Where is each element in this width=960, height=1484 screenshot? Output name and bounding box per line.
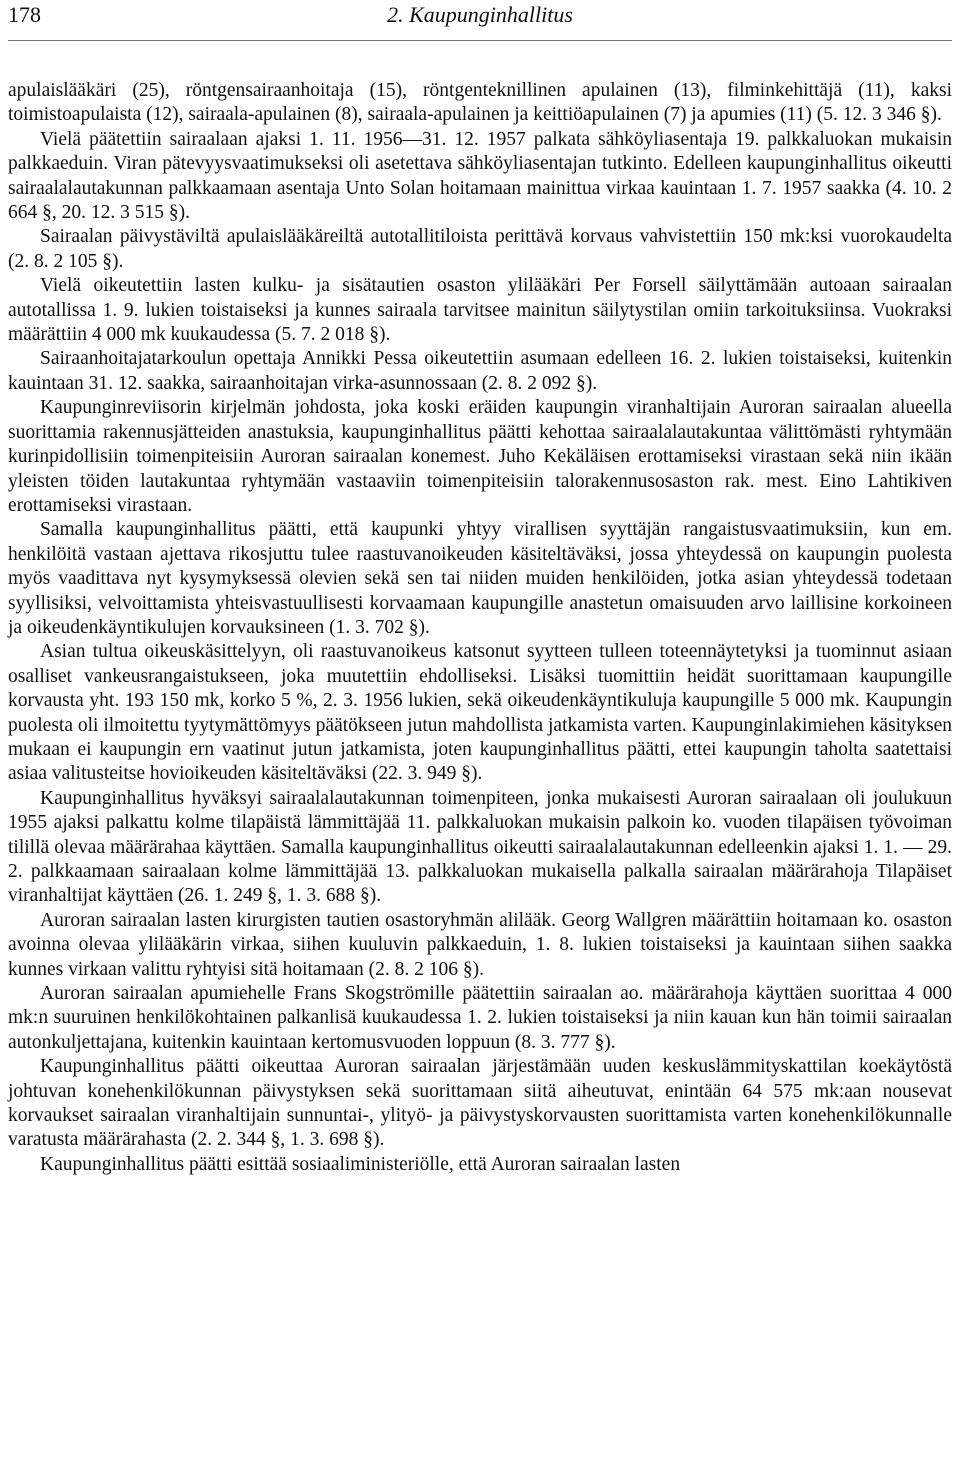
paragraph: Sairaanhoitajatarkoulun opettaja Annikki Pessa oikeutettiin asumaan edelleen 16. 2. lukien toistaiseksi, kuitenkin kauintaan 31. 12. saakka, sairaanhoitajan virka-asunnossaan (2. 8. 2 092 §). bbox=[8, 348, 952, 394]
paragraph: Vielä päätettiin sairaalaan ajaksi 1. 11. 1956—31. 12. 1957 palkata sähköyliasentaja 19. palkkaluokan mukaisin palkkaeduin. Viran pätevyysvaatimukseksi oli asetettava sähköyliasentajan tutkinto. Edelleen kaupunginhallitus oikeutti sairaalalautakunnan palkkaamaan asentaja Unto Solan hoitamaan mainittua virkaa kauintaan 1. 7. 1957 saakka (4. 10. 2 664 §, 20. 12. 3 515 §). bbox=[8, 128, 952, 224]
paragraph: Samalla kaupunginhallitus päätti, että kaupunki yhtyy virallisen syyttäjän rangaistusvaatimuksiin, kun em. henkilöitä vastaan ajettava rikosjuttu tulee raastuvanoikeuden käsiteltäväksi, jossa yhteydessä on kaupungin puolesta myös vaadittava nyt kysymyksessä olevien sekä sen tai niiden muiden henkilöiden, jotka asian yhteydessä todetaan syyllisiksi, velvoittamista yhteisvastuullisesti korvaamaan kaupungille anastetun omaisuuden arvo laillisine korkoineen ja oikeudenkäyntikulujen korvauksineen (1. 3. 702 §). bbox=[8, 519, 952, 638]
paragraph: Asian tultua oikeuskäsittelyyn, oli raastuvanoikeus katsonut syytteen tulleen toteennäytetyksi ja tuominnut asiaan osalliset vankeusrangaistukseen, joka muutettiin ehdolliseksi. Lisäksi tuomittiin heidät suorittamaan kaupungille korvausta yht. 193 150 mk, korko 5 %, 2. 3. 1956 lukien, sekä oikeudenkäyntikuluja kaupungille 5 000 mk. Kaupungin puolesta oli ilmoitettu tyytymättömyys päätökseen jutun mahdollista jatkamista varten. Kaupunginlakimiehen käsityksen mukaan ei kaupungin ern vaatinut jutun jatkamista, joten kaupunginhallitus päätti, ettei kaupungin taholta saatettaisi asiaa valitusteitse hovioikeuden käsiteltäväksi (22. 3. 949 §). bbox=[8, 641, 952, 785]
paragraph: Kaupunginhallitus päätti esittää sosiaaliministeriölle, että Auroran sairaalan lasten bbox=[40, 1153, 681, 1175]
paragraph: Auroran sairaalan apumiehelle Frans Skogströmille päätettiin sairaalan ao. määrärahoja käyttäen suorittaa 4 000 mk:n suuruinen henkilökohtainen palkanlisä kuukaudessa 1. 2. lukien toistaiseksi ja niin kauan kun hän toimii sairaalan autonkuljettajana, kuitenkin kauintaan kertomusvuoden loppuun (8. 3. 777 §). bbox=[8, 983, 952, 1053]
paragraph: Sairaalan päivystäviltä apulaislääkäreiltä autotallitiloista perittävä korvaus vahvistettiin 150 mk:ksi vuorokaudelta (2. 8. 2 105 §). bbox=[8, 226, 952, 272]
running-title: 2. Kaupunginhallitus bbox=[387, 2, 573, 27]
page-number: 178 bbox=[8, 2, 41, 27]
paragraph: Vielä oikeutettiin lasten kulku- ja sisätautien osaston ylilääkäri Per Forsell säilyttämään autoaan sairaalan autotallissa 1. 9. lukien toistaiseksi ja kunnes sairaala tarvitsee mainitun säilytystilan omiin tarkoituksiinsa. Vuokraksi määrättiin 4 000 mk kuukaudessa (5. 7. 2 018 §). bbox=[8, 275, 952, 346]
paragraph: Auroran sairaalan lasten kirurgisten tautien osastoryhmän alilääk. Georg Wallgren määrättiin hoitamaan ko. osaston avoinna olevaa ylilääkärin virkaa, siihen kuuluvin palkkaeduin, 1. 8. lukien toistaiseksi ja kauintaan siihen saakka kunnes virkaan valittu ryhtyisi sitä hoitamaan (2. 8. 2 106 §). bbox=[8, 909, 952, 980]
page-header bbox=[8, 0, 952, 41]
paragraph: apulaislääkäri (25), röntgensairaanhoitaja (15), röntgenteknillinen apulainen (13), filminkehittäjä (11), kaksi toimistoapulaista (12), sairaala-apulainen (8), sairaala-apulainen ja keittiöapulainen (7) ja apumies (11) (5. 12. 3 346 §). bbox=[8, 80, 952, 126]
paragraph: Kaupunginhallitus päätti oikeuttaa Auroran sairaalan järjestämään uuden keskuslämmityskattilan koekäytöstä johtuvan konehenkilökunnan päivystyksen sekä suorittamaan siitä aiheutuvat, enintään 64 575 mk:aan nousevat korvaukset sairaalan viranhaltijain sunnuntai-, ylityö- ja päivystyskorvausten suorittamista varten konehenkilökunnalle varatusta määrärahasta (2. 2. 344 §, 1. 3. 698 §). bbox=[8, 1056, 952, 1151]
paragraph: Kaupunginhallitus hyväksyi sairaalalautakunnan toimenpiteen, jonka mukaisesti Auroran sairaalaan oli joulukuun 1955 ajaksi palkattu kolme tilapäistä lämmittäjää 11. palkkaluokan mukaisin palkoin ko. vuoden tilapäisen työvoiman tilillä olevaa määrärahaa käyttäen. Samalla kaupunginhallitus oikeutti sairaalalautakunnan edelleenkin ajaksi 1. 1. — 29. 2. palkkaamaan sairaalaan kolme lämmittäjää 13. palkkaluokan mukaisella palkalla sairaalan määrärahoja Tilapäiset viranhaltijat käyttäen (26. 1. 249 §, 1. 3. 688 §). bbox=[8, 787, 952, 907]
body-text bbox=[8, 79, 952, 1177]
paragraph: Kaupunginreviisorin kirjelmän johdosta, joka koski eräiden kaupungin viranhaltijain Auroran sairaalan alueella suorittamia rakennusjätteiden anastuksia, kaupunginhallitus päätti kehottaa sairaalalautakuntaa välittömästi ryhtymään kurinpidollisiin toimenpiteisiin Auroran sairaalan konemest. Juho Kekäläisen erottamiseksi virastaan sekä niin ikään yleisten töiden lautakuntaa ryhtymään vastaaviin toimenpiteisiin talorakennusosaston rak. mest. Eino Lahtikiven erottamiseksi virastaan. bbox=[8, 397, 952, 516]
